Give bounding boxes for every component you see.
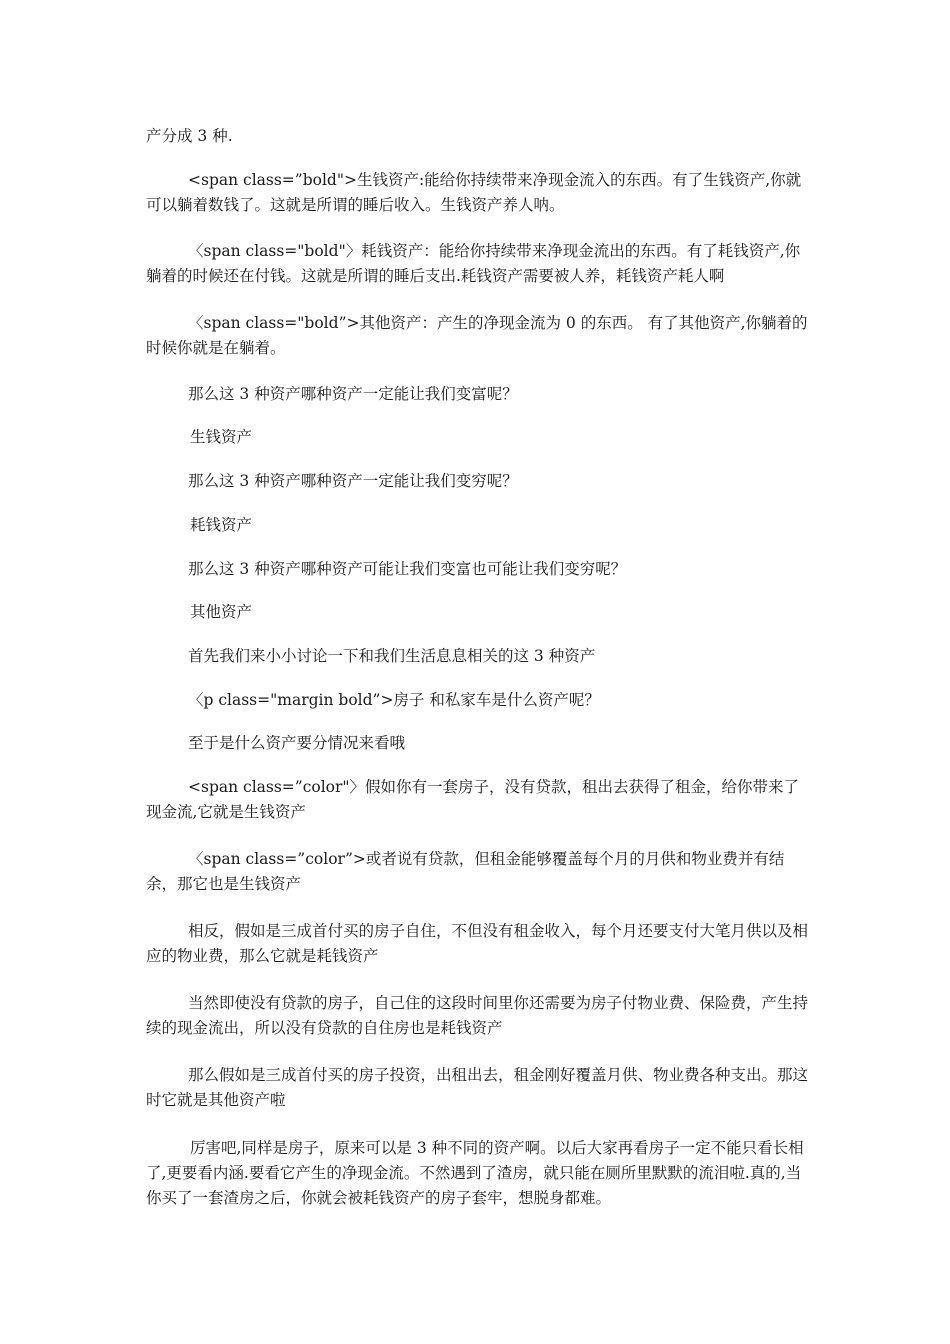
paragraph-answer-poor: 耗钱资产	[190, 516, 253, 534]
paragraph-other-asset: 〈span class="bold”>其他资产：产生的净现金流为 0 的东西。 有了其他资产,你躺着的时候你就是在躺着。	[146, 314, 808, 357]
paragraph-question-poor: 那么这 3 种资产哪种资产一定能让我们变穷呢？	[188, 472, 518, 490]
paragraph-depends: 至于是什么资产要分情况来看哦	[188, 734, 406, 752]
paragraph-question-both: 那么这 3 种资产哪种资产可能让我们变富也可能让我们变穷呢？	[188, 560, 627, 578]
paragraph-house-no-loan-rented: <span class=”color"〉假如你有一套房子，没有贷款，租出去获得了租金，给你带来了现金流,它就是生钱资产	[146, 778, 800, 821]
paragraph-conclusion: 厉害吧,同样是房子，原来可以是 3 种不同的资产啊。以后大家再看房子一定不能只看长相了,更要看内涵.要看它产生的净现金流。不然遇到了渣房，就只能在厕所里默默的流泪啦.真的,当你买了一套渣房之后，你就会被耗钱资产的房子套牢，想脱身都难。	[146, 1139, 804, 1207]
paragraph-house-investment: 那么假如是三成首付买的房子投资，出租出去，租金刚好覆盖月供、物业费各种支出。那这时它就是其他资产啦	[146, 1066, 809, 1109]
paragraph-answer-both: 其他资产	[190, 603, 253, 621]
paragraph-answer-rich: 生钱资产	[190, 428, 253, 446]
paragraph-money-consuming-asset: 〈span class="bold"〉耗钱资产：能给你持续带来净现金流出的东西。有了耗钱资产,你躺着的时候还在付钱。这就是所谓的睡后支出.耗钱资产需要被人养，耗钱资产耗人啊	[146, 242, 801, 285]
paragraph-house-loan-covered: 〈span class=”color”>或者说有贷款，但租金能够覆盖每个月的月供和物业费并有结余，那它也是生钱资产	[146, 850, 785, 893]
paragraph-intro: 产分成 3 种.	[146, 127, 233, 145]
paragraph-house-self-occupied: 相反，假如是三成首付买的房子自住，不但没有租金收入，每个月还要支付大笔月供以及相应的物业费，那么它就是耗钱资产	[146, 922, 809, 965]
paragraph-house-car-question: 〈p class="margin bold”>房子 和私家车是什么资产呢？	[188, 691, 600, 709]
paragraph-discussion-intro: 首先我们来小小讨论一下和我们生活息息相关的这 3 种资产	[188, 647, 596, 665]
paragraph-money-making-asset: <span class=”bold">生钱资产:能给你持续带来净现金流入的东西。有了生钱资产,你就可以躺着数钱了。这就是所谓的睡后收入。生钱资产养人呐。	[146, 171, 802, 214]
paragraph-house-no-loan-self: 当然即使没有贷款的房子，自己住的这段时间里你还需要为房子付物业费、保险费，产生持续的现金流出，所以没有贷款的自住房也是耗钱资产	[146, 994, 809, 1037]
paragraph-question-rich: 那么这 3 种资产哪种资产一定能让我们变富呢？	[188, 385, 518, 403]
